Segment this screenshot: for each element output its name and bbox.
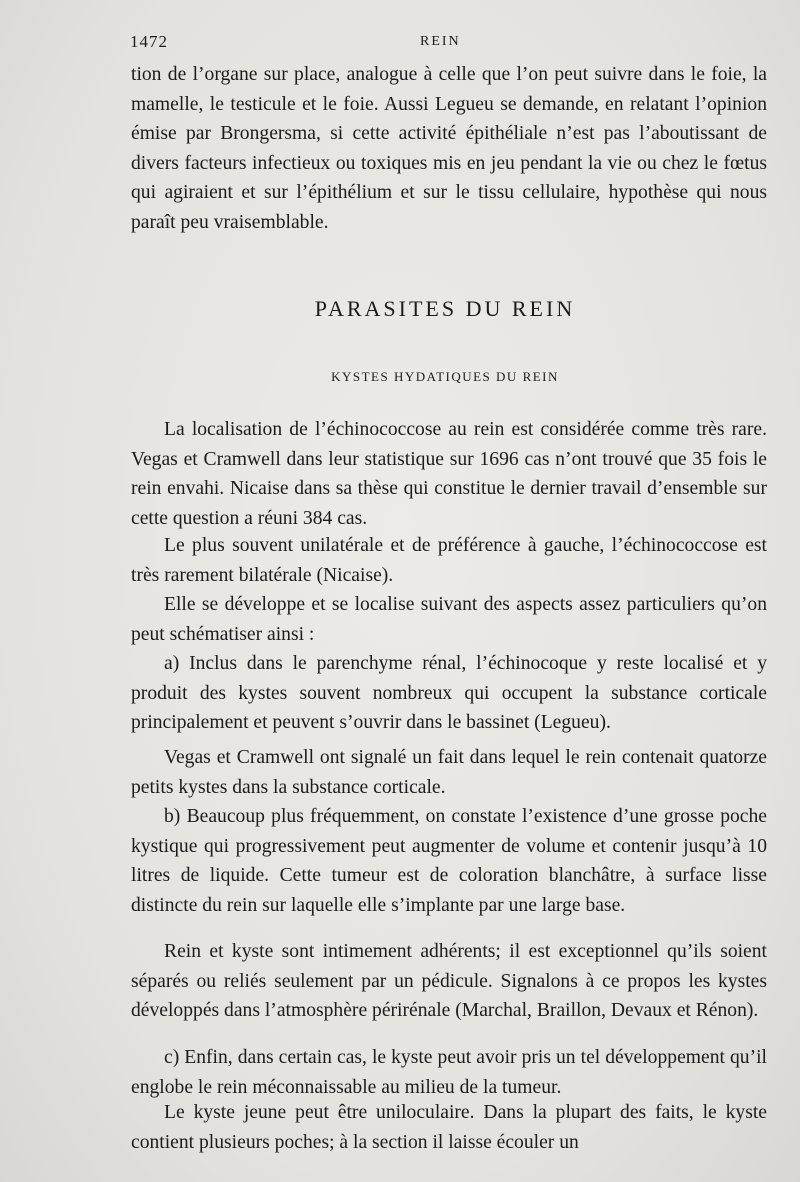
paragraph: La localisation de l’échinococcose au rein est considérée comme très rare. Vegas et Cramwell dans leur statistique sur 1696 cas n’ont trouvé que 35 fois le rein envahi. Nicaise dans sa thèse qui constitue le dernier travail d’ensemble sur cette question a réuni 384 cas.: [131, 419, 767, 529]
intro-paragraph: tion de l’organe sur place, analogue à celle que l’on peut suivre dans le foie, la mamelle, le testicule et le foie. Aussi Legueu se demande, en relatant l’opinion émise par Brongersma, si cette activité épithéliale n’est pas l’aboutissant de divers facteurs infectieux ou toxiques mis en jeu pendant la vie ou chez le fœtus qui agiraient et sur l’épithélium et sur le tissu cellulaire, hypothèse qui nous paraît peu vraisemblable.: [131, 64, 767, 233]
paragraph: Le kyste jeune peut être uniloculaire. Dans la plupart des faits, le kyste contient plusieurs poches; à la section il laisse écouler un: [131, 1102, 767, 1153]
paragraph: Vegas et Cramwell ont signalé un fait dans lequel le rein contenait quatorze petits kystes dans la substance corticale.: [131, 747, 767, 798]
section-title: PARASITES DU REIN: [314, 296, 576, 321]
paragraph: Elle se développe et se localise suivant des aspects assez particuliers qu’on peut schématiser ainsi :: [131, 594, 767, 645]
paragraph: a) Inclus dans le parenchyme rénal, l’échinocoque y reste localisé et y produit des kystes souvent nombreux qui occupent la substance corticale principalement et peuvent s’ouvrir dans le bassinet (Legueu).: [131, 653, 767, 734]
page-number: 1472: [130, 32, 168, 51]
paragraph: Rein et kyste sont intimement adhérents; il est exceptionnel qu’ils soient séparés ou reliés seulement par un pédicule. Signalons à ce propos les kystes développés dans l’atmosphère périrénale (Marchal, Braillon, Devaux et Rénon).: [131, 941, 767, 1022]
paragraph: Le plus souvent unilatérale et de préférence à gauche, l’échinococcose est très rarement bilatérale (Nicaise).: [131, 535, 767, 586]
paragraph: b) Beaucoup plus fréquemment, on constate l’existence d’une grosse poche kystique qui progressivement peut augmenter de volume et contenir jusqu’à 10 litres de liquide. Cette tumeur est de coloration blanchâtre, à surface lisse distincte du rein sur laquelle elle s’implante par une large base.: [131, 806, 767, 916]
subsection-title: KYSTES HYDATIQUES DU REIN: [331, 369, 559, 384]
running-title: REIN: [420, 34, 461, 49]
paragraph: c) Enfin, dans certain cas, le kyste peut avoir pris un tel développement qu’il englobe le rein méconnaissable au milieu de la tumeur.: [131, 1047, 767, 1098]
